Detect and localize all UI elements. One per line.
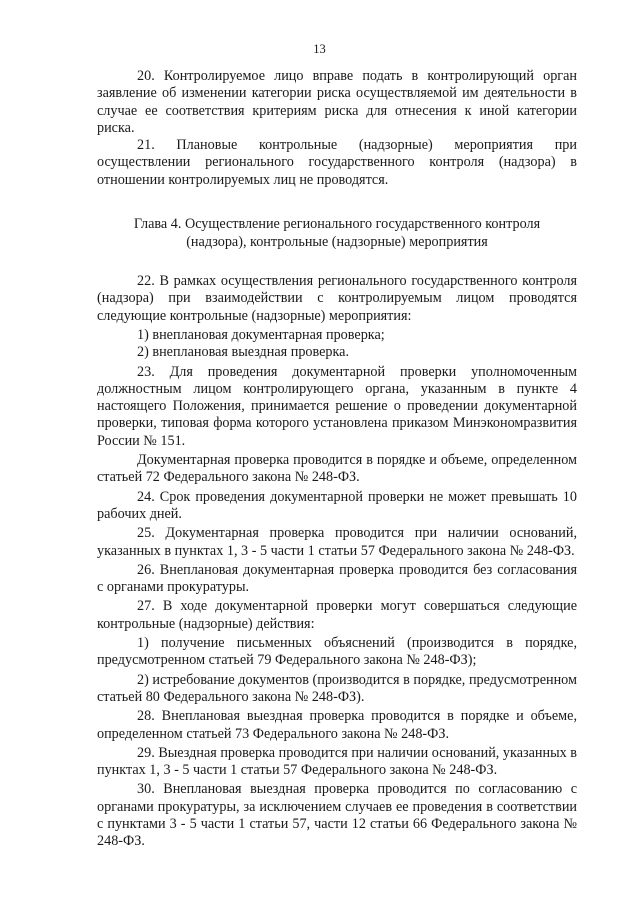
paragraph-24: 24. Срок проведения документарной проверки не может превышать 10 рабочих дней. [97, 488, 577, 522]
paragraph-23-b: Документарная проверка проводится в порядке и объеме, определенном статьей 72 Федерального закона № 248-ФЗ. [97, 452, 577, 486]
document-body [97, 68, 577, 851]
chapter-heading-line-1: Глава 4. Осуществление регионального государственного контроля [133, 216, 541, 233]
paragraph-27: 27. В ходе документарной проверки могут совершаться следующие контрольные (надзорные) действия: [97, 598, 577, 632]
paragraph-30: 30. Внеплановая выездная проверка проводится по согласованию с органами прокуратуры, за исключением случаев ее проведения в соответствии с пунктами 3 - 5 части 1 статьи 57, части 12 статьи 66 Федерального закона № 248-ФЗ. [97, 781, 577, 850]
chapter-heading-line-2: (надзора), контрольные (надзорные) мероприятия [186, 234, 488, 251]
list-item-22-1: 1) внеплановая документарная проверка; [137, 326, 385, 343]
paragraph-20: 20. Контролируемое лицо вправе подать в контролирующий орган заявление об изменении категории риска осуществляемой им деятельности в случае ее соответствия критериям риска для отнесения к иной категории риска. [97, 68, 577, 136]
paragraph-26: 26. Внеплановая документарная проверка проводится без согласования с органами прокуратуры. [97, 561, 577, 596]
page-number: 13 [313, 42, 326, 56]
paragraph-23: 23. Для проведения документарной проверки уполномоченным должностным лицом контролирующего органа, указанным в пункте 4 настоящего Положения, принимается решение о проведении документарной проверки, типовая форма которого установлена приказом Минэкономразвития России № 151. [97, 363, 577, 449]
paragraph-28: 28. Внеплановая выездная проверка проводится в порядке и объеме, определенном статьей 73 Федерального закона № 248-ФЗ. [97, 708, 577, 742]
paragraph-21: 21. Плановые контрольные (надзорные) мероприятия при осуществлении регионального государственного контроля (надзора) в отношении контролируемых лиц не проводятся. [97, 137, 577, 188]
list-item-27-1: 1) получение письменных объяснений (производится в порядке, предусмотренном статьей 79 Федерального закона № 248-ФЗ); [97, 635, 577, 669]
list-item-27-2: 2) истребование документов (производится в порядке, предусмотренном статьей 80 Федерального закона № 248-ФЗ). [97, 671, 577, 705]
chapter-heading [97, 189, 577, 273]
paragraph-22: 22. В рамках осуществления регионального государственного контроля (надзора) при взаимодействии с контролируемым лицом проводятся следующие контрольные (надзорные) мероприятия: [97, 273, 577, 324]
paragraph-25: 25. Документарная проверка проводится при наличии оснований, указанных в пунктах 1, 3 - 5 части 1 статьи 57 Федерального закона № 248-ФЗ. [97, 525, 577, 559]
paragraph-29: 29. Выездная проверка проводится при наличии оснований, указанных в пунктах 1, 3 - 5 части 1 статьи 57 Федерального закона № 248-ФЗ. [97, 744, 577, 779]
list-item-22-2: 2) внеплановая выездная проверка. [137, 344, 350, 361]
